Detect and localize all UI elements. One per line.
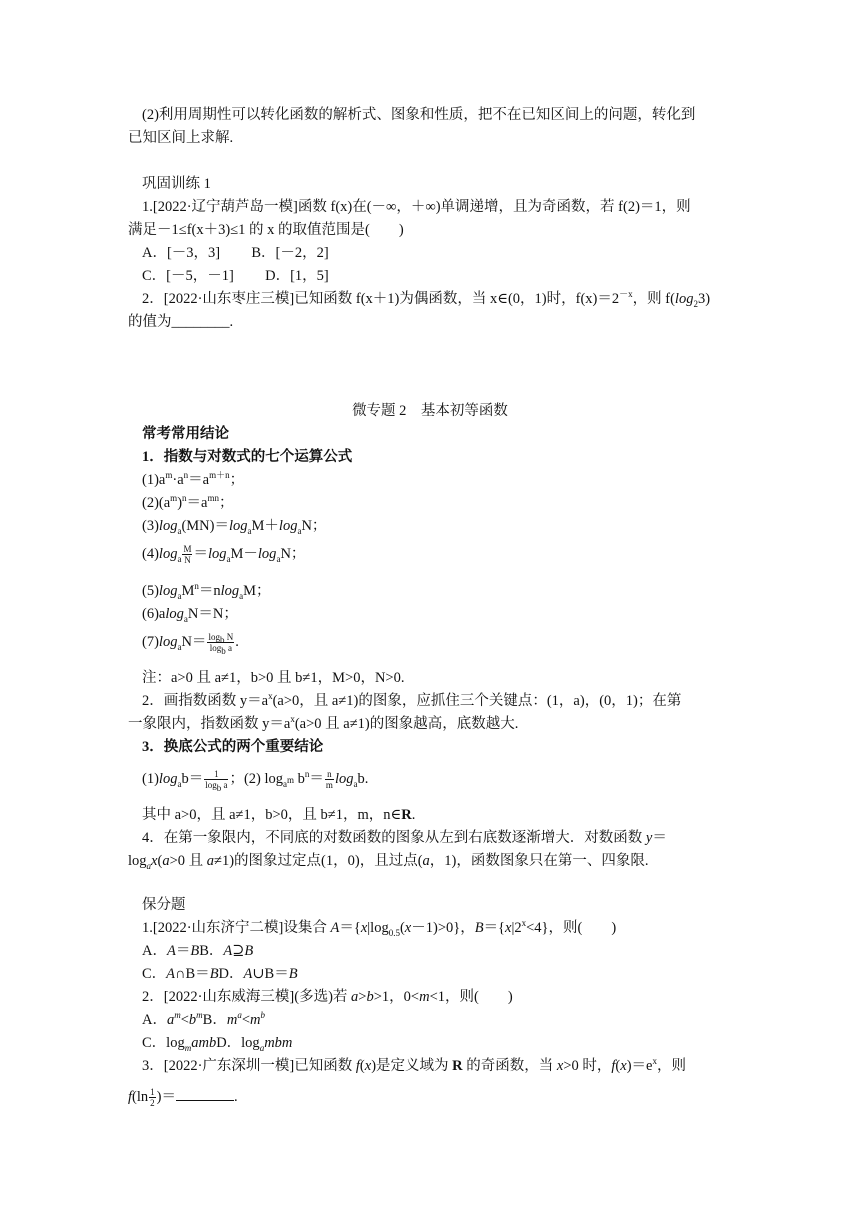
problem-1-options-cd: C．A∩B＝BD．A∪B＝B — [142, 966, 298, 982]
formula-4: $(4)\log_a$ $\frac{M}{N}$ $=\log_aM-\log_aN$； — [142, 544, 306, 566]
answer-blank[interactable] — [176, 1086, 234, 1101]
question-2-line1: 2．[2022·山东枣庄三模]已知函数 f(x＋1)为偶函数，当 x∈(0，1)时，$f(x)=2^{-x}$，则 $f(\log_23)$ — [142, 289, 711, 309]
problem-2-options-ab: A．$a^m<b^mB$．$m^a<m^b$ — [142, 1010, 265, 1028]
item-3-formula: $(1)\log_ab=$ $\frac{1}{\log_b a}$ ；(2) $\log_{a^m} b^n=$ $\frac{n}{m}$ $\log_ab$. — [142, 769, 369, 793]
paragraph-line: (2)利用周期性可以转化函数的解析式、图象和性质，把不在已知区间上的问题，转化到 — [142, 107, 696, 123]
formula-1: $(1)a^m\cdot a^n=a^{m+n}$； — [142, 470, 245, 488]
item-3-condition: 其中 a>0，且 a≠1，b>0，且 b≠1，m，n∈R. — [142, 807, 416, 823]
formula-5: $(5)\log_aM^n=nlog_aM$； — [142, 581, 271, 601]
option-a: A．[－3，3] — [142, 245, 221, 261]
practice-heading: 巩固训练 1 — [142, 176, 211, 192]
question-1-line2: 满足－1≤f(x＋3)≤1 的 x 的取值范围是( ) — [128, 222, 404, 238]
formula-3: $(3)\log_a(MN)=\log_aM+\log_aN$； — [142, 518, 327, 536]
section-subheading: 常考常用结论 — [142, 426, 229, 442]
problem-1-line1: 1.[2022·山东济宁二模]设集合 $A=\{x|\log_{0.5}(x-1)>0\}$，$B=\{x|2^x<4\}$，则( ) — [142, 918, 617, 938]
item-4-line1: 4．在第一象限内，不同底的对数函数的图象从左到右底数逐渐增大．对数函数 y＝ — [142, 830, 667, 846]
problem-3-line2: f(ln $\frac{1}{2}$ )＝ . — [128, 1087, 238, 1109]
problem-1-options-ab: A．A＝BB．A⊇B — [142, 943, 254, 959]
formula-7: $(7)\log_aN=$ $\frac{\log_b N}{\log_b a}$ . — [142, 632, 239, 656]
formula-6: (6)alog$_a$N＝N； — [142, 606, 238, 624]
baofen-heading: 保分题 — [142, 897, 186, 913]
paragraph-line: 已知区间上求解. — [128, 130, 234, 146]
item-2-line1: 2．画指数函数 $y=a^x(a>0$，且 a≠1)的图象，应抓住三个关键点：(1，a)，(0，1)；在第 — [142, 691, 682, 709]
note: 注：a>0 且 a≠1，b>0 且 b≠1，M>0，N>0. — [142, 670, 405, 686]
problem-2-options-cd: C．$\log_mambD$．$\log_ambm$ — [142, 1035, 293, 1053]
item-1-title: 1．指数与对数式的七个运算公式 — [142, 449, 353, 465]
item-4-line2: $\log_ax(a>0$ 且 a≠1)的图象过定点(1，0)，且过点(a，1)，函数图象只在第一、四象限. — [128, 853, 649, 871]
problem-2-line1: 2．[2022·山东威海三模](多选)若 a>b>1，0<m<1，则( ) — [142, 989, 513, 1005]
question-1-options-cd — [142, 266, 329, 286]
section-title: 微专题 2 基本初等函数 — [352, 403, 508, 419]
option-b: B．[－2，2] — [251, 245, 329, 261]
item-2-line2: 一象限内，指数函数 $y=a^x(a>0$ 且 a≠1)的图象越高，底数越大. — [128, 714, 519, 732]
option-d: D．[1，5] — [265, 268, 329, 284]
question-2-line2: 的值为________. — [128, 314, 234, 330]
problem-3-line1: 3．[2022·广东深圳一模]已知函数 f(x)是定义域为 R 的奇函数，当 x>0 时，$f(x)=e^x$，则 — [142, 1056, 686, 1074]
formula-2: $(2)(a^m)^n=a^{mn}$； — [142, 493, 234, 511]
question-1-options-ab — [142, 243, 329, 263]
item-3-title: 3．换底公式的两个重要结论 — [142, 739, 324, 755]
question-1-line1: 1.[2022·辽宁葫芦岛一模]函数 f(x)在(－∞，＋∞)单调递增，且为奇函数，若 f(2)＝1，则 — [142, 199, 691, 215]
option-c: C．[－5，－1] — [142, 268, 234, 284]
